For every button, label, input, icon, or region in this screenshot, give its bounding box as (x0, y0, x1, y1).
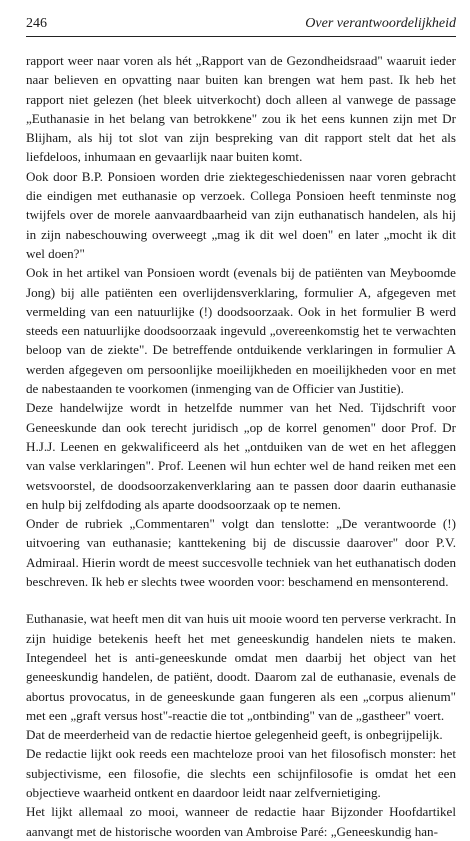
running-title: Over verantwoordelijkheid (305, 16, 456, 31)
paragraph-subjectivisme: De redactie lijkt ook reeds een machteloze prooi van het filosofisch monster: het subjectivisme, een filosofie, die slechts een schijnfilosofie is omdat het een objectieve waarheid ontkent en daardoor leidt naar zelfvernietiging. (26, 746, 456, 800)
paragraph-ponsioen: Ook door B.P. Ponsioen worden drie ziektegeschiedenissen naar voren gebracht die eindigen met euthanasie op verzoek. Collega Ponsioen heeft tenminste nog twijfels over de morele aanvaardbaarheid van zijn euthanatisch handelen, als hij in zijn nabeschouwing overweegt „mag ik dit wel doen" en later „mocht ik dit wel doen?" (26, 168, 456, 261)
paragraph-overlijdensverklaring: Ook in het artikel van Ponsioen wordt (evenals bij de patiënten van Meyboomde Jong) bij alle patiënten een overlijdensverklaring, formulier A, afgegeven met vermelding van een natuurlijke (!) doodsoorzaak. Ook in het formulier B werd steeds een natuurlijke doodsoorzaak ingevuld „overeenkomstig het te verwachten beloop van de ziekte". De betreffende ontduikende verklaringen in formulier A werden afgegeven om persoonlijke moeilijkheden en moeilijkheden voor en met de nabestaanden te voorkomen (inmenging van de Officier van Justitie). (26, 265, 456, 397)
paragraph-rapport: rapport weer naar voren als hét „Rapport van de Gezondheidsraad" waaruit ieder naar believen en opvatting naar buiten kan brengen wat hem past. Ik heb het rapport niet gelezen (het bleek uitverkocht) doch alleen al vanwege de passage „Euthanasie in het belang van betrokkene" zou ik het eens kunnen zijn met Dr Blijham, als hij tot slot van zijn bespreking van dit rapport stelt dat het als liefdeloos, inhumaan en gevaarlijk naar buiten komt. (26, 53, 456, 165)
paragraph-meerderheid: Dat de meerderheid van de redactie hiertoe gelegenheid geeft, is onbegrijpelijk. (26, 727, 443, 743)
page-number: 246 (26, 16, 47, 31)
paragraph-handelwijze: Deze handelwijze wordt in hetzelfde nummer van het Ned. Tijdschrift voor Geneeskunde dan ook terecht juridisch „op de korrel genomen" door Prof. Dr H.J.J. Leenen en gekwalificeerd als het „ontduiken van de wet en het afleggen van valse verklaringen". Prof. Leenen wil hun echter wel de hand reiken met een wetsvoorstel, de doodsoorzakenverklaring aan te passen door daarin euthanasie en hulp bij zelfdoding als aparte doodsoorzaak op te nemen. (26, 400, 456, 512)
running-head (26, 14, 456, 37)
section-break (26, 591, 456, 609)
paragraph-euthanasie: Euthanasie, wat heeft men dit van huis uit mooie woord ten perverse verkracht. In zijn huidige betekenis heeft het met geneeskundig handelen niets te maken. Integendeel het is anti-geneeskunde omdat men daarbij het object van het geneeskundig handelen, de patiënt, doodt. Daarom zal de euthanasie, evenals de abortus provocatus, in de geneeskunde gaan fungeren als een „corpus alienum" met een „graft versus host"-reactie die tot „ontbinding" van de „gastheer" voert. (26, 611, 456, 723)
paragraph-pare: Het lijkt allemaal zo mooi, wanneer de redactie haar Bijzonder Hoofdartikel aanvangt met de historische woorden van Ambroise Paré: „Geneeskundig han- (26, 804, 456, 839)
paragraph-commentaren: Onder de rubriek „Commentaren" volgt dan tenslotte: „De verantwoorde (!) uitvoering van euthanasie; kanttekening bij de discussie daarover" door P.V. Admiraal. Hierin wordt de meest succesvolle techniek van het euthanatisch doden beschreven. Ik heb er slechts twee woorden voor: beschamend en mensonterend. (26, 516, 456, 590)
body-text (26, 51, 456, 841)
